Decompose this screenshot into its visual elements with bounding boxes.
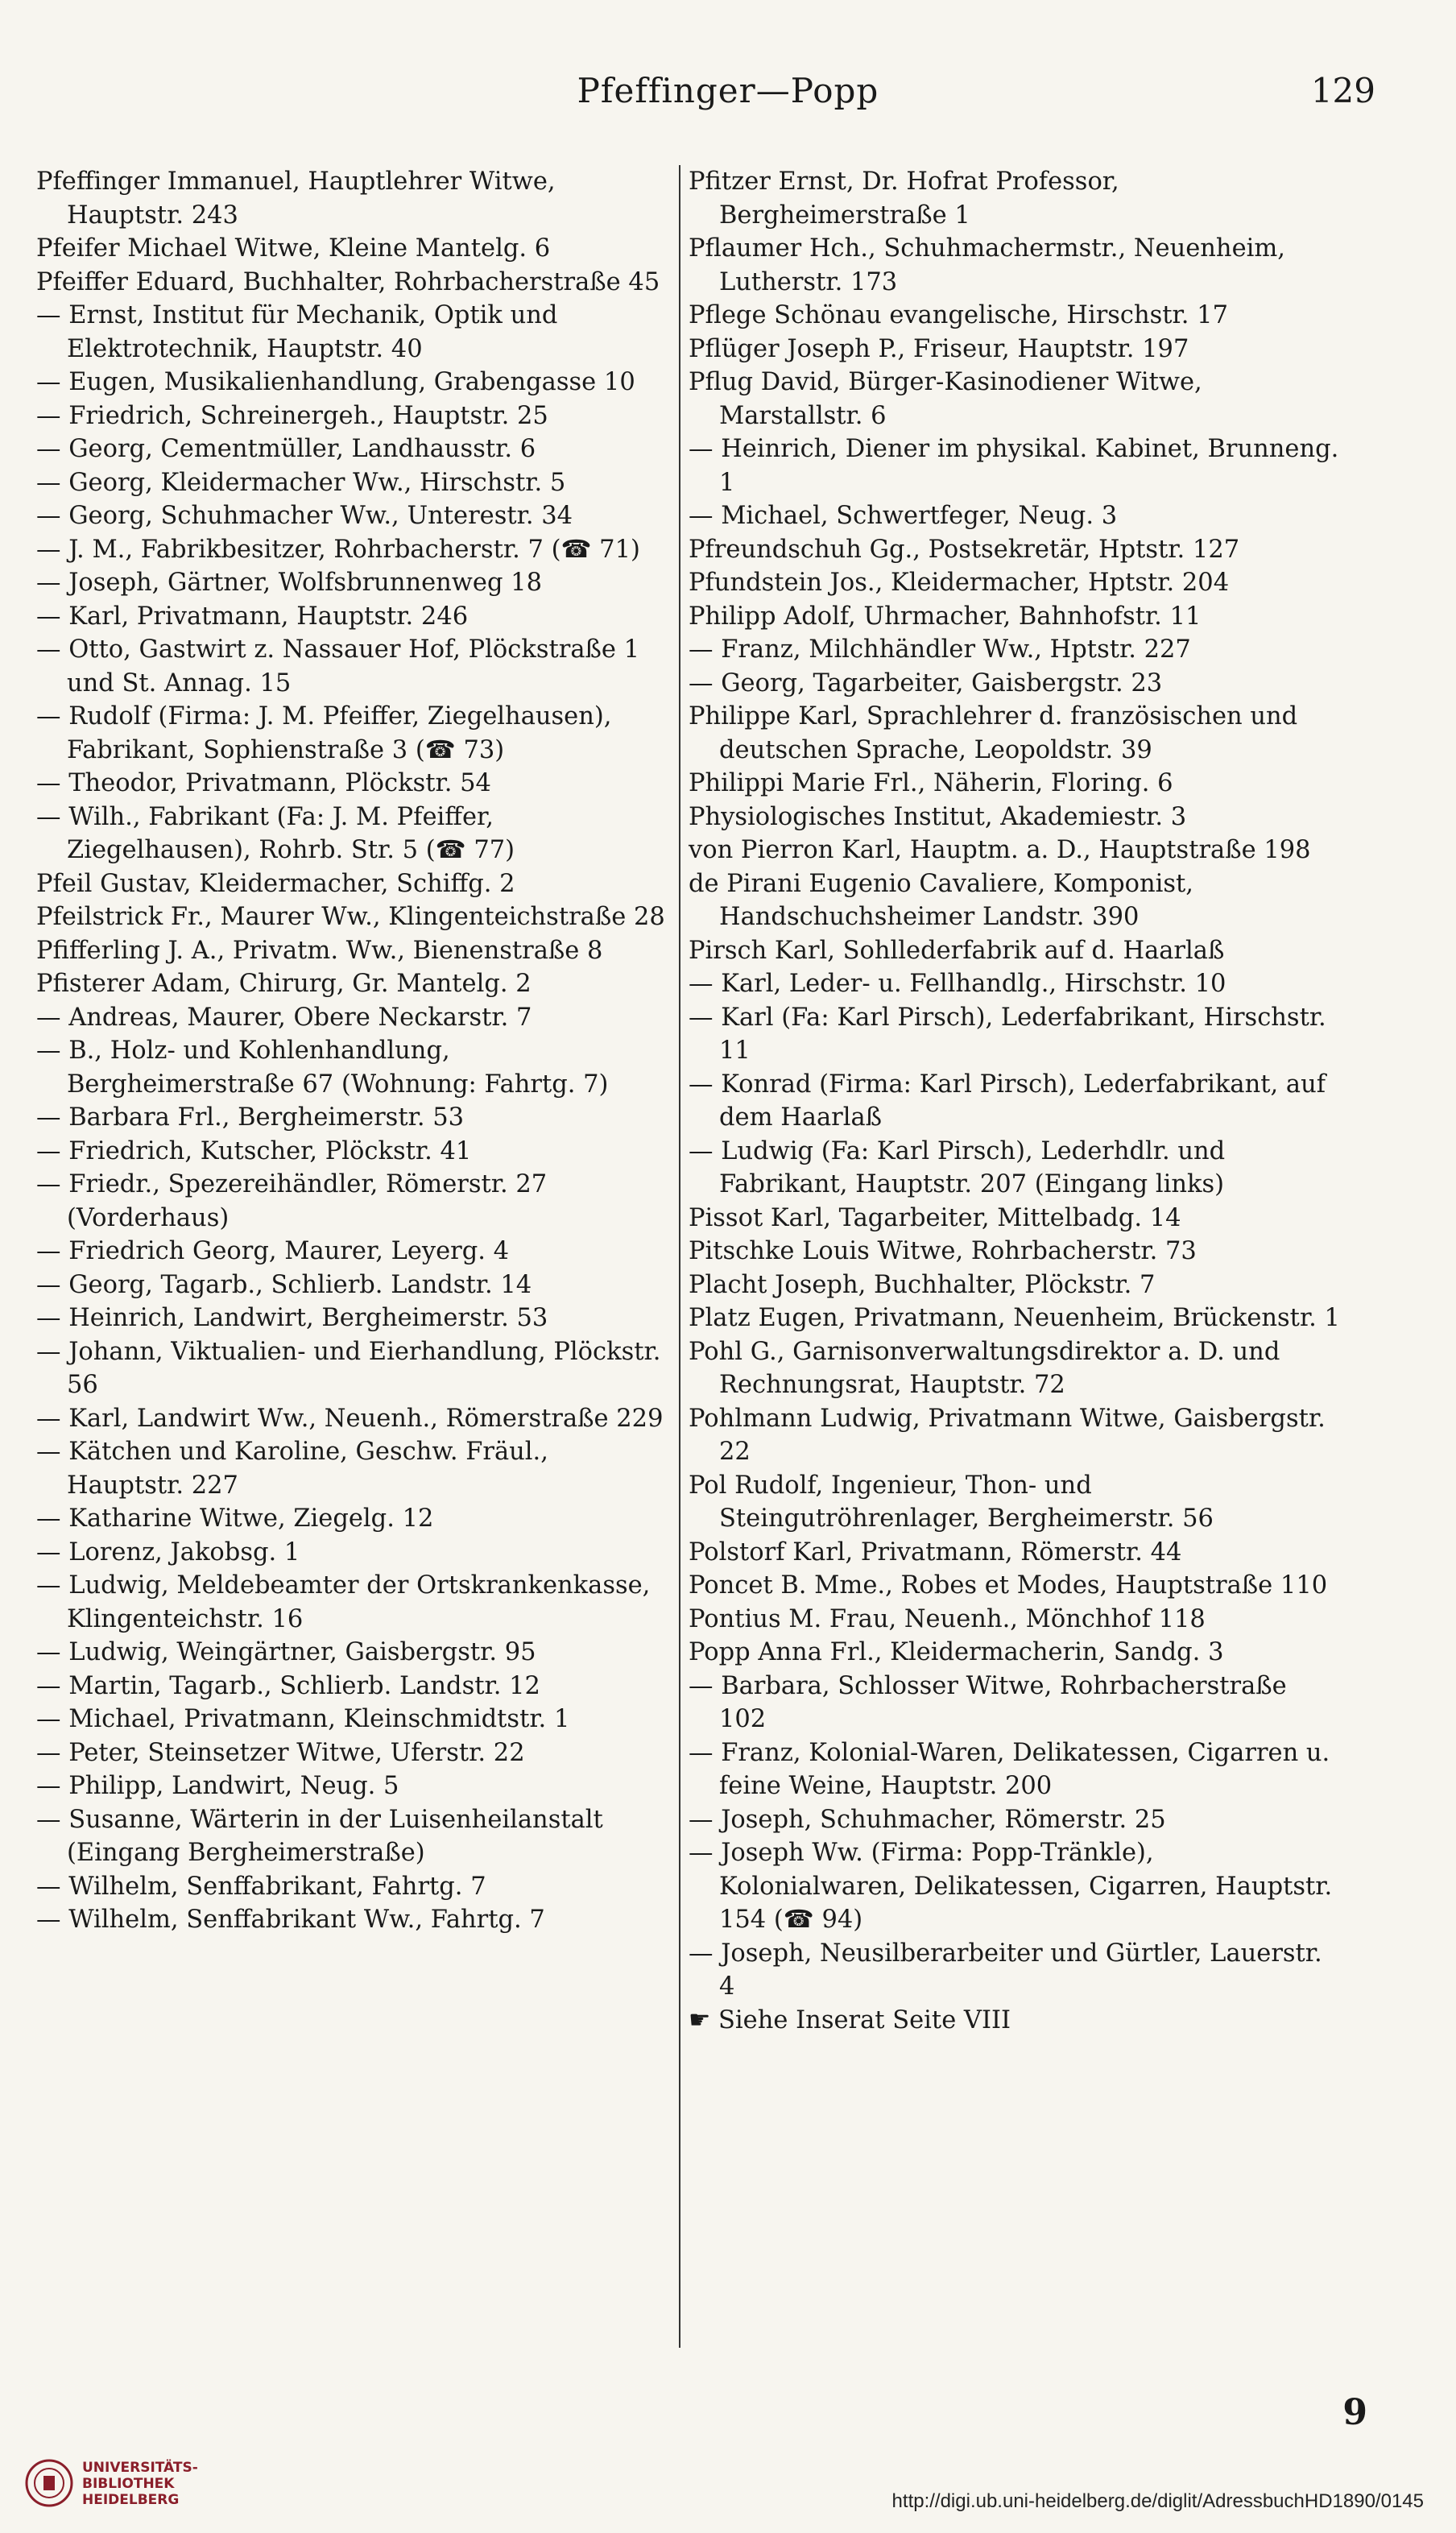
directory-entry: Pfreundschuh Gg., Postsekretär, Hptstr. 127 xyxy=(689,535,1240,564)
directory-entry: — Georg, Tagarb., Schlierb. Landstr. 14 xyxy=(36,1270,532,1299)
signature-mark: 9 xyxy=(1342,2392,1367,2433)
directory-entry: — Karl (Fa: Karl Pirsch), Lederfabrikant, Hirschstr. 11 xyxy=(689,1003,1326,1065)
directory-entry: — Friedr., Spezereihändler, Römerstr. 27 (Vorderhaus) xyxy=(36,1170,548,1232)
directory-entry: Pohl G., Garnisonverwaltungsdirektor a. D. und Rechnungsrat, Hauptstr. 72 xyxy=(689,1337,1280,1399)
directory-entry: — Friedrich, Schreinergeh., Hauptstr. 25 xyxy=(36,401,548,430)
directory-entry: Pflug David, Bürger-Kasinodiener Witwe, Marstallstr. 6 xyxy=(689,368,1202,430)
directory-entry: — Andreas, Maurer, Obere Neckarstr. 7 xyxy=(36,1003,532,1032)
directory-entry: — Konrad (Firma: Karl Pirsch), Lederfabrikant, auf dem Haarlaß xyxy=(689,1070,1326,1132)
directory-entry: — Heinrich, Diener im physikal. Kabinet, Brunneng. 1 xyxy=(689,435,1339,497)
directory-entry: Polstorf Karl, Privatmann, Römerstr. 44 xyxy=(689,1538,1182,1567)
library-logo xyxy=(24,2455,234,2519)
directory-entry: Poncet B. Mme., Robes et Modes, Hauptstraße 110 xyxy=(689,1571,1328,1600)
library-seal-icon xyxy=(24,2458,74,2508)
footer xyxy=(0,2432,1456,2533)
directory-entry: — Joseph, Neusilberarbeiter und Gürtler, Lauerstr. 4 xyxy=(689,1939,1322,2001)
directory-entry: Physiologisches Institut, Akademiestr. 3 xyxy=(689,802,1187,831)
directory-entry: Pfeifer Michael Witwe, Kleine Mantelg. 6 xyxy=(36,234,551,263)
directory-entry: Pfeffinger Immanuel, Hauptlehrer Witwe, Hauptstr. 243 xyxy=(36,168,556,230)
directory-entry: Pflaumer Hch., Schuhmachermstr., Neuenheim, Lutherstr. 173 xyxy=(689,234,1285,296)
directory-entry: — Otto, Gastwirt z. Nassauer Hof, Plöckstraße 1 und St. Annag. 15 xyxy=(36,635,640,697)
source-url-link[interactable]: http://digi.ub.uni-heidelberg.de/diglit/AdressbuchHD1890/0145 xyxy=(891,2490,1424,2512)
directory-entry: — Eugen, Musikalienhandlung, Grabengasse 10 xyxy=(36,368,635,396)
directory-entry: de Pirani Eugenio Cavaliere, Komponist, Handschuchsheimer Landstr. 390 xyxy=(689,869,1193,931)
directory-entry: Pfundstein Jos., Kleidermacher, Hptstr. 204 xyxy=(689,569,1230,597)
directory-entry: — Georg, Schuhmacher Ww., Unterestr. 34 xyxy=(36,502,573,530)
directory-entry: — J. M., Fabrikbesitzer, Rohrbacherstr. 7 (☎ 71) xyxy=(36,535,640,564)
directory-entry: Pfeilstrick Fr., Maurer Ww., Klingenteichstraße 28 xyxy=(36,903,665,931)
directory-entry: ☛ Siehe Inserat Seite VIII xyxy=(689,2005,1011,2034)
directory-entry: Pontius M. Frau, Neuenh., Mönchhof 118 xyxy=(689,1604,1206,1633)
page-header xyxy=(32,64,1424,137)
library-name xyxy=(82,2460,198,2508)
column-divider xyxy=(679,165,680,2348)
directory-entry: — Lorenz, Jakobsg. 1 xyxy=(36,1538,300,1567)
directory-entry: — Ludwig, Meldebeamter der Ortskrankenkasse, Klingenteichstr. 16 xyxy=(36,1571,651,1633)
directory-entry: — Georg, Cementmüller, Landhausstr. 6 xyxy=(36,435,536,463)
directory-entry: — Georg, Kleidermacher Ww., Hirschstr. 5 xyxy=(36,468,566,497)
directory-entry: — Franz, Milchhändler Ww., Hptstr. 227 xyxy=(689,635,1191,664)
directory-entry: — Theodor, Privatmann, Plöckstr. 54 xyxy=(36,769,491,797)
directory-entry: — Joseph, Schuhmacher, Römerstr. 25 xyxy=(689,1805,1166,1834)
page-number: 129 xyxy=(1310,71,1375,110)
directory-entry: Philipp Adolf, Uhrmacher, Bahnhofstr. 11 xyxy=(689,602,1202,631)
directory-entry: Philippi Marie Frl., Näherin, Floring. 6 xyxy=(689,769,1173,797)
directory-entry: Pfisterer Adam, Chirurg, Gr. Mantelg. 2 xyxy=(36,970,532,998)
directory-entry: — Friedrich, Kutscher, Plöckstr. 41 xyxy=(36,1136,472,1165)
directory-entry: — Barbara Frl., Bergheimerstr. 53 xyxy=(36,1103,465,1132)
directory-entry: — Ludwig, Weingärtner, Gaisbergstr. 95 xyxy=(36,1638,536,1666)
directory-entry: Philippe Karl, Sprachlehrer d. französischen und deutschen Sprache, Leopoldstr. 39 xyxy=(689,702,1298,764)
directory-entry: — Barbara, Schlosser Witwe, Rohrbacherstraße 102 xyxy=(689,1671,1287,1733)
directory-entry: — Michael, Schwertfeger, Neug. 3 xyxy=(689,502,1118,530)
directory-entry: — B., Holz- und Kohlenhandlung, Bergheimerstraße 67 (Wohnung: Fahrtg. 7) xyxy=(36,1037,609,1099)
directory-entry: — Rudolf (Firma: J. M. Pfeiffer, Ziegelhausen), Fabrikant, Sophienstraße 3 (☎ 73) xyxy=(36,702,612,764)
running-title: Pfeffinger—Popp xyxy=(577,71,879,110)
directory-entry: Pohlmann Ludwig, Privatmann Witwe, Gaisbergstr. 22 xyxy=(689,1404,1326,1466)
directory-entry: Pflege Schönau evangelische, Hirschstr. 17 xyxy=(689,301,1228,329)
directory-entry: — Karl, Landwirt Ww., Neuenh., Römerstraße 229 xyxy=(36,1404,664,1433)
directory-entry: Pfeiffer Eduard, Buchhalter, Rohrbacherstraße 45 xyxy=(36,267,660,296)
directory-entry: — Wilhelm, Senffabrikant, Fahrtg. 7 xyxy=(36,1872,486,1901)
directory-entry: — Heinrich, Landwirt, Bergheimerstr. 53 xyxy=(36,1304,548,1332)
directory-entry: Pfitzer Ernst, Dr. Hofrat Professor, Bergheimerstraße 1 xyxy=(689,168,1119,230)
directory-entry: — Georg, Tagarbeiter, Gaisbergstr. 23 xyxy=(689,668,1163,697)
directory-entry: Platz Eugen, Privatmann, Neuenheim, Brückenstr. 1 xyxy=(689,1304,1340,1332)
directory-entry: — Ludwig (Fa: Karl Pirsch), Lederhdlr. und Fabrikant, Hauptstr. 207 (Eingang links) xyxy=(689,1136,1226,1198)
directory-entry: Pissot Karl, Tagarbeiter, Mittelbadg. 14 xyxy=(689,1203,1181,1232)
directory-entry: — Peter, Steinsetzer Witwe, Uferstr. 22 xyxy=(36,1738,525,1767)
directory-entry: Pflüger Joseph P., Friseur, Hauptstr. 197 xyxy=(689,334,1189,363)
directory-entry: — Kätchen und Karoline, Geschw. Fräul., Hauptstr. 227 xyxy=(36,1438,548,1500)
left-column xyxy=(36,165,672,1937)
directory-entry: — Wilhelm, Senffabrikant Ww., Fahrtg. 7 xyxy=(36,1906,545,1934)
directory-entry: — Franz, Kolonial-Waren, Delikatessen, Cigarren u. feine Weine, Hauptstr. 200 xyxy=(689,1738,1330,1800)
right-column xyxy=(689,165,1341,2037)
directory-entry: Popp Anna Frl., Kleidermacherin, Sandg. 3 xyxy=(689,1638,1224,1666)
directory-entry: — Wilh., Fabrikant (Fa: J. M. Pfeiffer, Ziegelhausen), Rohrb. Str. 5 (☎ 77) xyxy=(36,802,515,864)
directory-entry: — Karl, Leder- u. Fellhandlg., Hirschstr. 10 xyxy=(689,970,1226,998)
logo-line-2: BIBLIOTHEK xyxy=(82,2476,175,2492)
directory-entry: Pfeil Gustav, Kleidermacher, Schiffg. 2 xyxy=(36,869,515,898)
directory-entry: — Johann, Viktualien- und Eierhandlung, Plöckstr. 56 xyxy=(36,1337,661,1399)
logo-line-1: UNIVERSITÄTS- xyxy=(82,2460,198,2476)
directory-entry: Pitschke Louis Witwe, Rohrbacherstr. 73 xyxy=(689,1237,1197,1265)
directory-entry: — Karl, Privatmann, Hauptstr. 246 xyxy=(36,602,469,631)
directory-entry: — Susanne, Wärterin in der Luisenheilanstalt (Eingang Bergheimerstraße) xyxy=(36,1805,603,1867)
directory-entry: Pfifferling J. A., Privatm. Ww., Bienenstraße 8 xyxy=(36,936,603,965)
directory-entry: — Michael, Privatmann, Kleinschmidtstr. 1 xyxy=(36,1705,570,1733)
directory-entry: — Katharine Witwe, Ziegelg. 12 xyxy=(36,1504,434,1533)
directory-entry: — Ernst, Institut für Mechanik, Optik und Elektrotechnik, Hauptstr. 40 xyxy=(36,301,558,363)
directory-entry: — Joseph Ww. (Firma: Popp-Tränkle), Kolonialwaren, Delikatessen, Cigarren, Hauptstr. 154 (☎ 94) xyxy=(689,1839,1333,1934)
directory-entry: — Martin, Tagarb., Schlierb. Landstr. 12 xyxy=(36,1671,540,1700)
directory-entry: Placht Joseph, Buchhalter, Plöckstr. 7 xyxy=(689,1270,1156,1299)
directory-entry: — Joseph, Gärtner, Wolfsbrunnenweg 18 xyxy=(36,569,542,597)
directory-entry: von Pierron Karl, Hauptm. a. D., Hauptstraße 198 xyxy=(689,836,1311,864)
directory-entry: Pirsch Karl, Sohllederfabrik auf d. Haarlaß xyxy=(689,936,1225,965)
directory-entry: — Philipp, Landwirt, Neug. 5 xyxy=(36,1772,399,1800)
logo-line-3: HEIDELBERG xyxy=(82,2492,180,2508)
directory-entry: Pol Rudolf, Ingenieur, Thon- und Steingutröhrenlager, Bergheimerstr. 56 xyxy=(689,1471,1214,1533)
directory-entry: — Friedrich Georg, Maurer, Leyerg. 4 xyxy=(36,1237,510,1265)
